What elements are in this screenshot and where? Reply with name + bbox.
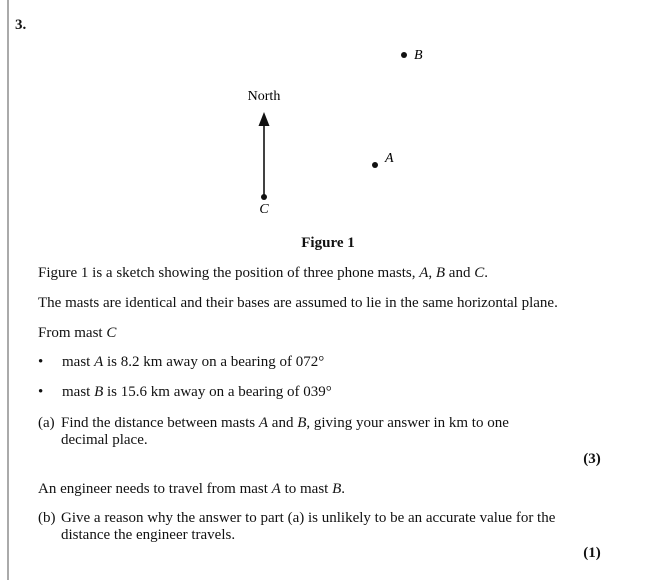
- bullet-1-text: mast A is 8.2 km away on a bearing of 072°: [62, 354, 325, 370]
- bullet-2-text: mast B is 15.6 km away on a bearing of 039°: [62, 384, 332, 400]
- question-number: 3.: [15, 17, 27, 33]
- point-C: [261, 194, 267, 200]
- part-a-question: (a) Find the distance between masts A and B, giving your answer in km to one decimal place.: [38, 415, 509, 448]
- point-A: [372, 162, 378, 168]
- masts-paragraph: The masts are identical and their bases are assumed to lie in the same horizontal plane.: [38, 295, 558, 311]
- engineer-paragraph: An engineer needs to travel from mast A to mast B.: [38, 481, 346, 497]
- point-B: [401, 52, 407, 58]
- north-arrow-head: [259, 112, 270, 126]
- label-B: B: [414, 48, 423, 63]
- part-b-question: (b) Give a reason why the answer to part (a) is unlikely to be an accurate value for the distance the engineer travels.: [38, 510, 556, 543]
- figure-1-diagram: [0, 0, 656, 230]
- part-b-marks: (1): [583, 545, 601, 561]
- from-mast-paragraph: From mast C: [38, 325, 117, 341]
- bullet-2-symbol: •: [38, 384, 44, 400]
- label-C: C: [259, 202, 269, 217]
- part-a-marks: (3): [583, 451, 601, 467]
- label-A: A: [385, 151, 394, 166]
- part-b-label: (b): [38, 510, 56, 526]
- intro-paragraph: Figure 1 is a sketch showing the position of three phone masts, A, B and C.: [38, 265, 488, 281]
- bullet-1-symbol: •: [38, 354, 44, 370]
- north-label: North: [247, 89, 281, 104]
- part-a-label: (a): [38, 415, 55, 431]
- figure-caption: Figure 1: [301, 235, 355, 251]
